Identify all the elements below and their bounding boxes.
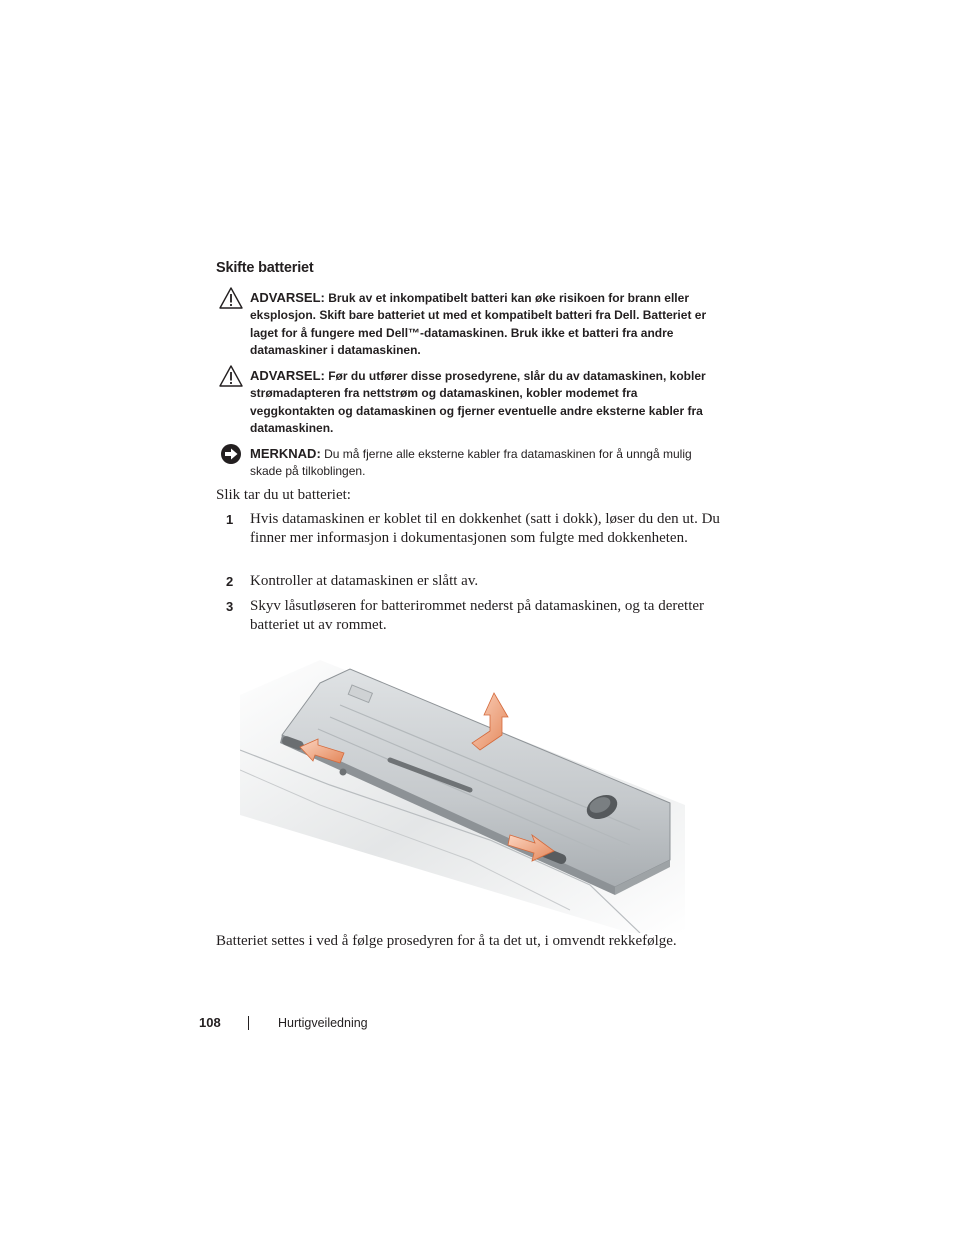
notice-arrow-icon <box>219 442 243 466</box>
section-title: Skifte batteriet <box>216 260 314 276</box>
footer-separator <box>248 1016 249 1030</box>
notice-block <box>250 445 720 481</box>
warning-triangle-icon <box>219 286 243 310</box>
warning-text: Før du utfører disse prosedyrene, slår du av datamaskinen, kobler strømadapteren fra nettstrøm og datamaskinen, kobler modemet fra veggkontakten og datamaskinen og fjerner eventuelle andre eksterne kabler fra datamaskinen. <box>250 369 706 435</box>
step-text: Hvis datamaskinen er koblet til en dokkenhet (satt i dokk), løser du den ut. Du finner mer informasjon i dokumentasjonen som fulgte med dokkenheten. <box>250 511 720 546</box>
step-number: 2 <box>226 574 234 589</box>
footer-doc-title: Hurtigveiledning <box>278 1016 368 1030</box>
page-number: 108 <box>199 1015 221 1030</box>
warning-label: ADVARSEL: <box>250 290 325 305</box>
warning-label: ADVARSEL: <box>250 368 325 383</box>
warning-block-2 <box>250 367 720 437</box>
notice-label: MERKNAD: <box>250 446 321 461</box>
warning-block-1 <box>250 289 720 359</box>
notice-text: Du må fjerne alle eksterne kabler fra datamaskinen for å unngå mulig skade på tilkoblingen. <box>250 447 692 479</box>
battery-removal-illustration <box>240 655 685 933</box>
step-text: Skyv låsutløseren for batterirommet nederst på datamaskinen, og ta deretter batteriet ut av rommet. <box>250 598 705 633</box>
step-number: 1 <box>226 512 234 527</box>
intro-text: Slik tar du ut batteriet: <box>216 487 351 503</box>
step-text: Kontroller at datamaskinen er slått av. <box>250 573 479 589</box>
closing-text: Batteriet settes i ved å følge prosedyren for å ta det ut, i omvendt rekkefølge. <box>216 933 677 949</box>
step-number: 3 <box>226 599 234 614</box>
warning-text: Bruk av et inkompatibelt batteri kan øke risikoen for brann eller eksplosjon. Skift bare batteriet ut med et kompatibelt batteri fra Dell. Batteriet er laget for å fungere med Dell™-datamaskinen. Bruk ikke et batteri fra andre datamaskiner i datamaskinen. <box>250 291 707 357</box>
warning-triangle-icon <box>219 364 243 388</box>
